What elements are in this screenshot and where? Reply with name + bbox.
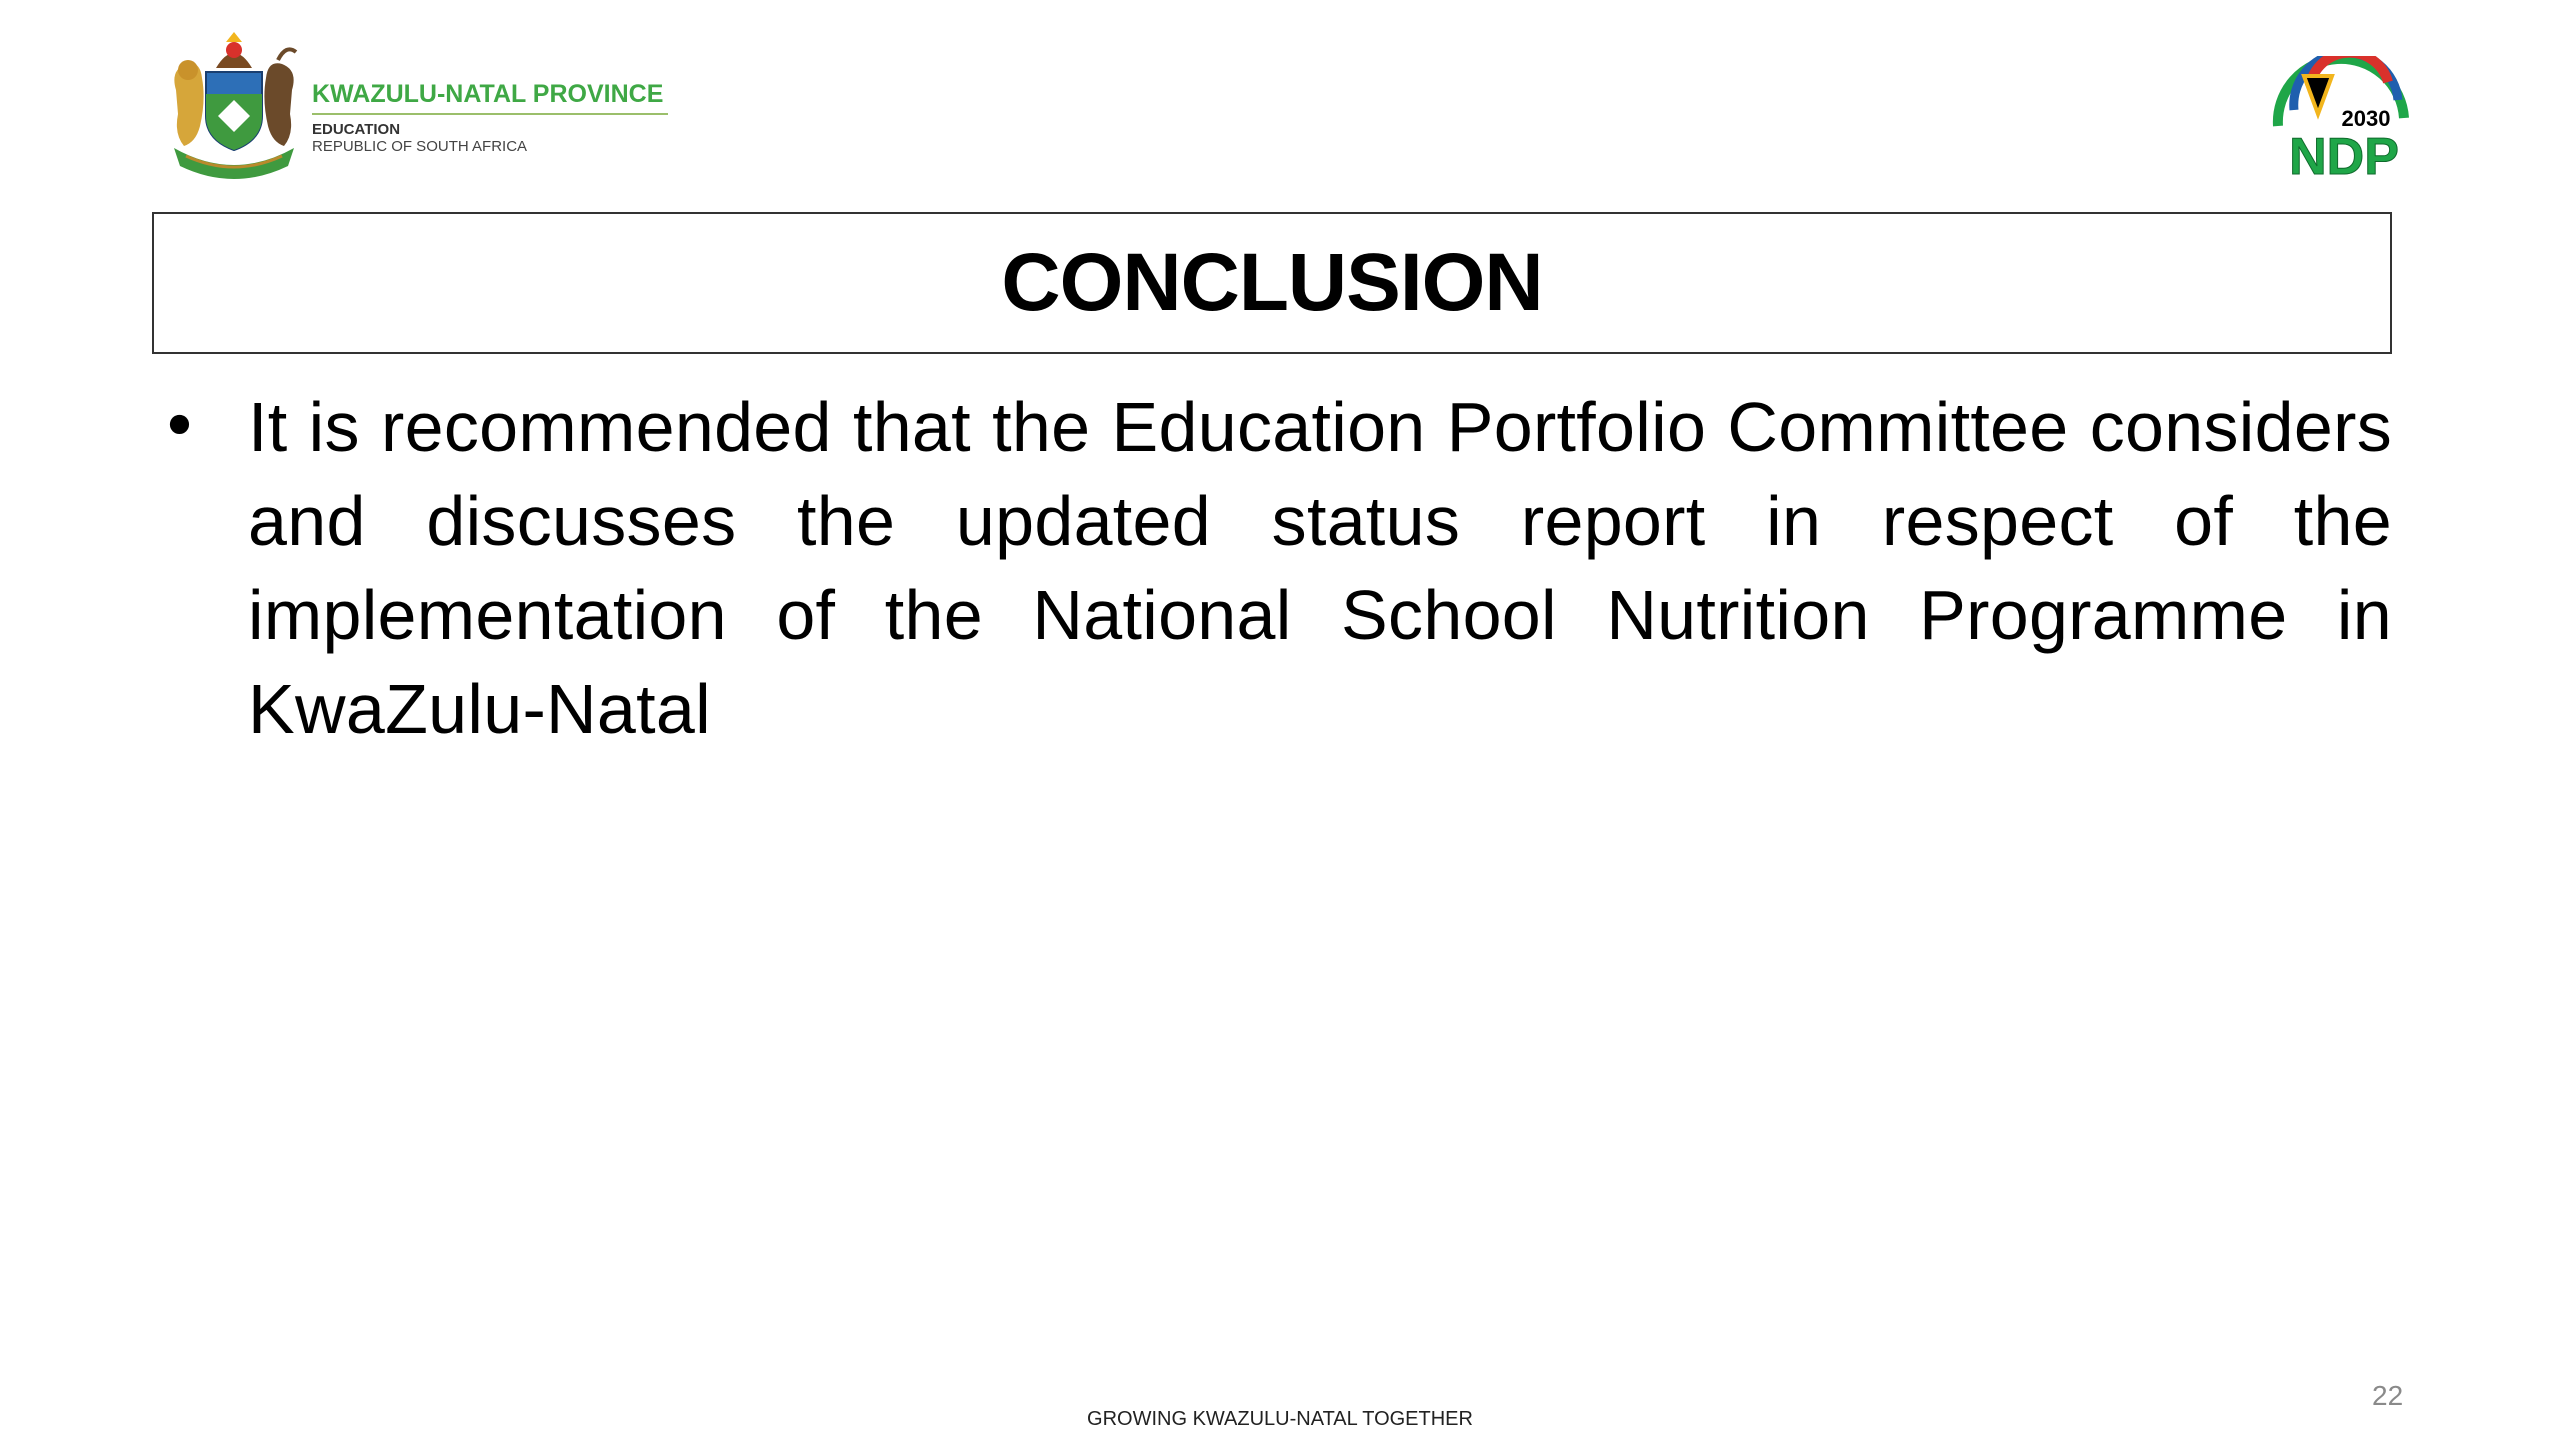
ndp-label: NDP	[2289, 128, 2399, 182]
ndp-triangle-icon	[2304, 76, 2332, 114]
bullet-text: It is recommended that the Education Portfolio Committee considers and discusses the updated status report in respect of the implementation of the National School Nutrition Programme in KwaZulu-Natal	[248, 388, 2392, 748]
province-name: KWAZULU-NATAL PROVINCE	[312, 80, 664, 108]
department-name: EDUCATION	[312, 121, 401, 138]
title-box	[152, 212, 2392, 354]
logo-divider	[312, 113, 668, 115]
kzn-logo-text	[312, 80, 668, 155]
coat-of-arms-icon	[166, 30, 302, 180]
footer-slogan: GROWING KWAZULU-NATAL TOGETHER	[1087, 1408, 1473, 1430]
slide-title: CONCLUSION	[1001, 237, 1543, 328]
ndp-year: 2030	[2341, 106, 2391, 131]
bullet-item	[152, 380, 2392, 756]
bullet-icon: •	[160, 388, 199, 465]
page-number: 22	[2372, 1380, 2404, 1411]
slide-content	[152, 380, 2392, 756]
ndp-2030-logo	[2270, 56, 2412, 182]
kzn-province-logo	[166, 30, 706, 180]
country-name: REPUBLIC OF SOUTH AFRICA	[312, 138, 528, 155]
